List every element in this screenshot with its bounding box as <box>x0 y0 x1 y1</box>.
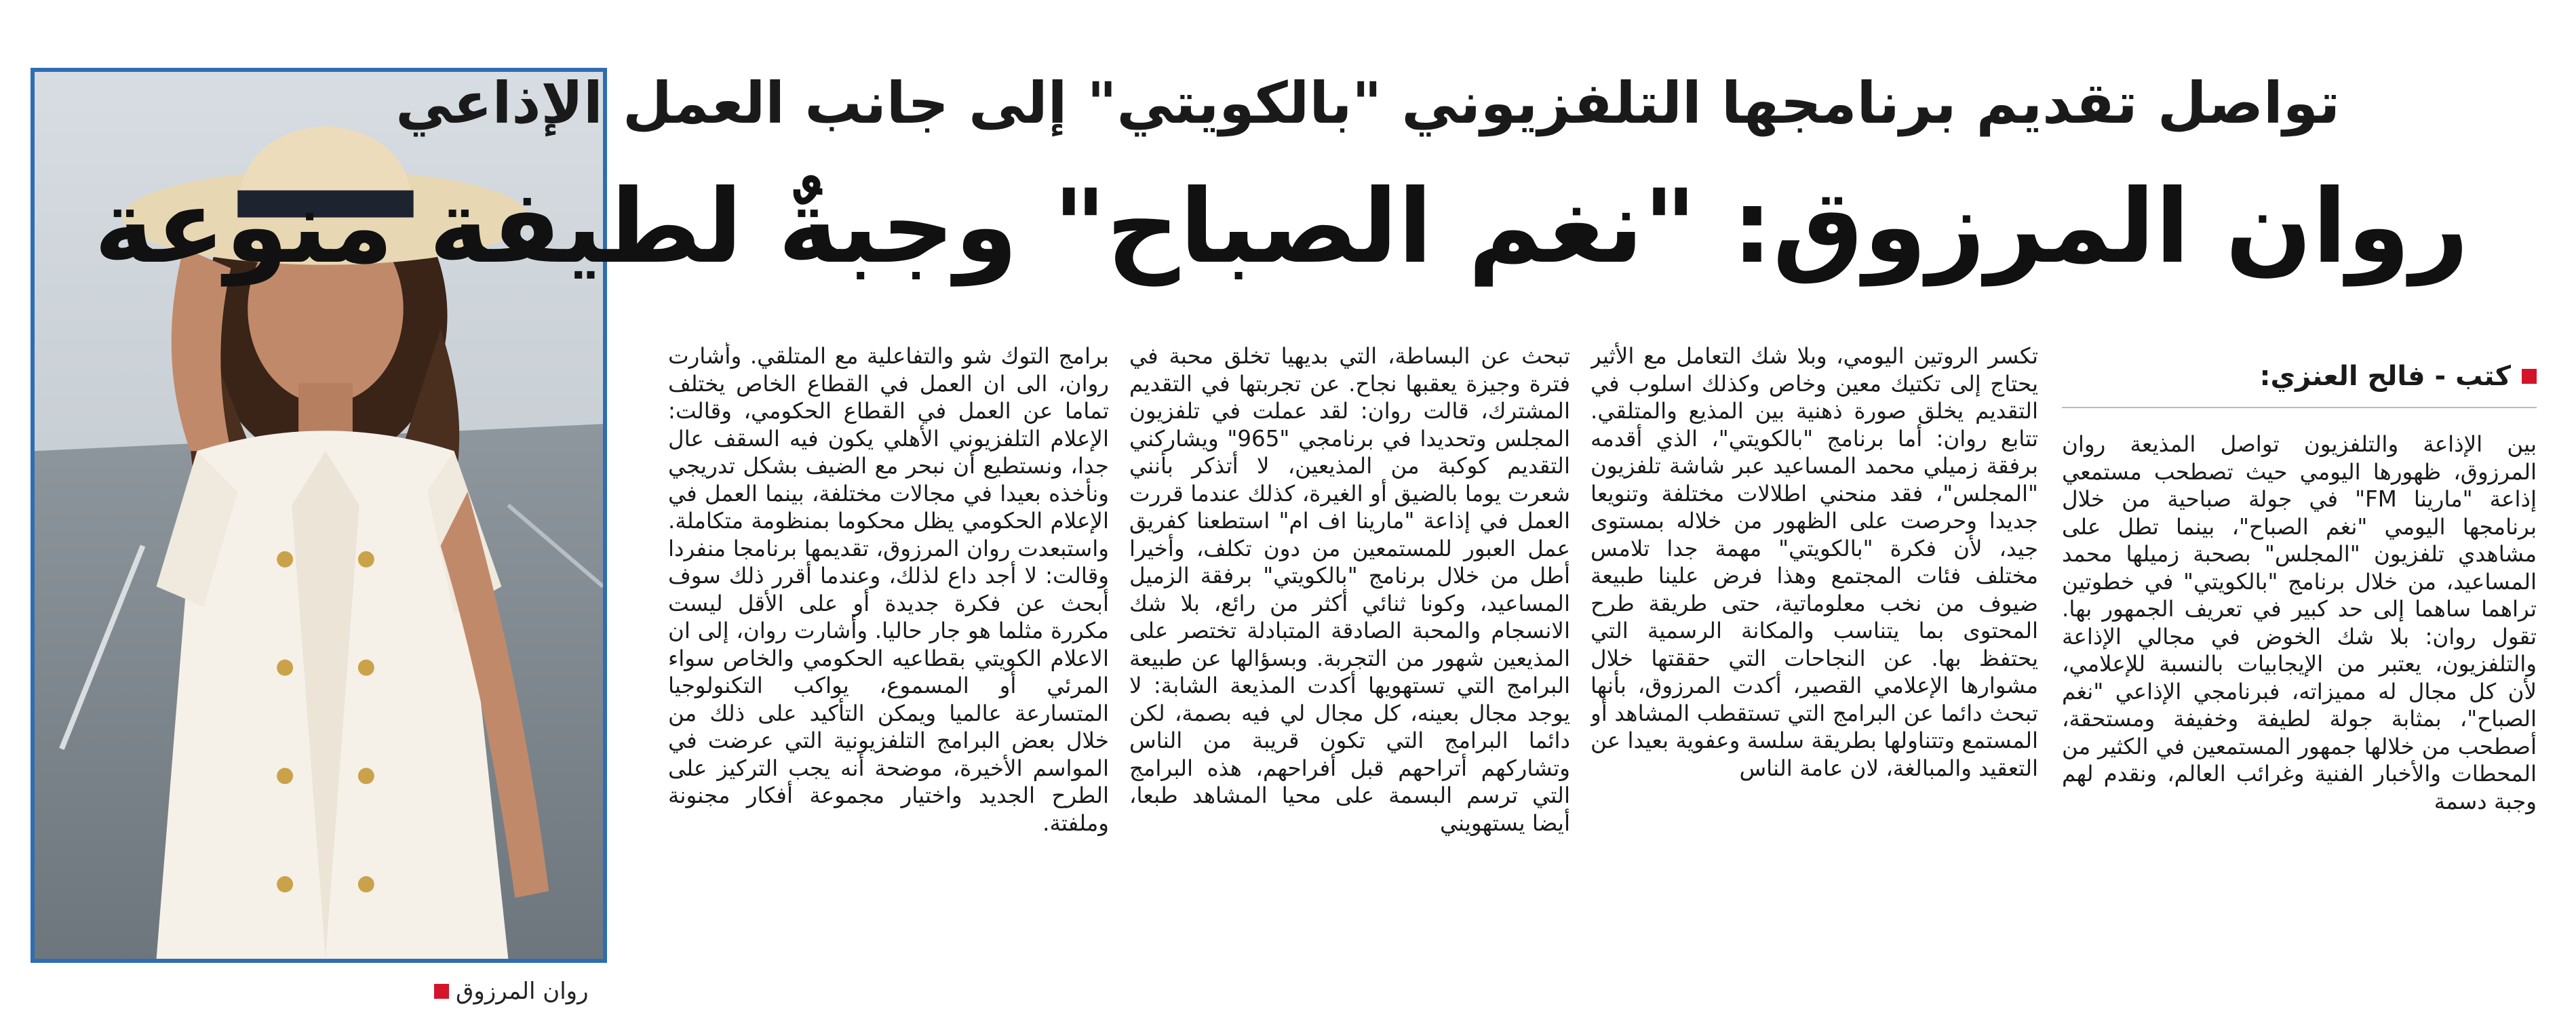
article-column-1 <box>2062 431 2537 1014</box>
article-column-2 <box>1591 342 2038 1014</box>
article-kicker: تواصل تقديم برنامجها التلفزيوني "بالكويتي" إلى جانب العمل الإذاعي <box>395 70 2340 136</box>
column-3-text: تبحث عن البساطة، التي بديهيا تخلق محبة في فترة وجيزة يعقبها نجاح. عن تجربتها في التقديم المشترك، قالت روان: لقد عملت في تلفزيون المجلس وتحديدا في برنامجي "965" ويشاركني التقديم كوكبة من المذيعين، لا أتذكر بأنني شعرت يوما بالضيق أو الغيرة، كذلك عندما قررت العمل في إذاعة "مارينا اف ام" استطعنا كفريق عمل العبور للمستمعين من دون تكلف، وأخيرا أطل من خلال برنامج "بالكويتي" برفقة الزميل المساعيد، وكونا ثنائي أكثر من رائع، بلا شك الانسجام والمحبة الصادقة المتبادلة تختصر على المذيعين شهور من التجربة. وبسؤالها عن طبيعة البرامج التي تستهويها أكدت المذيعة الشابة: لا يوجد مجال بعينه، كل مجال لي فيه بصمة، لكن دائما البرامج التي تكون قريبة من الناس وتشاركهم أتراحهم قبل أفراحهم، هذه البرامج التي ترسم البسمة على محيا المشاهد طبعا، أيضا يستهويني <box>1129 343 1570 836</box>
byline-text: كتب - فالح العنزي: <box>2259 361 2511 392</box>
article-byline <box>2062 353 2537 400</box>
column-4-text: برامج التوك شو والتفاعلية مع المتلقي. وأشارت روان، الى ان العمل في القطاع الخاص يختلف تماما عن العمل في القطاع الحكومي، وقالت: الإعلام التلفزيوني الأهلي يكون فيه السقف عال جدا، ونستطيع أن نبحر مع الضيف بشكل تدريجي ونأخذه بعيدا في مجالات مختلفة، بينما العمل في الإعلام الحكومي يظل محكوما بمنظومة متكاملة. واستبعدت روان المرزوق، تقديمها برنامجا منفردا وقالت: لا أجد داع لذلك، وعندما أقرر ذلك سوف أبحث عن فكرة جديدة أو على الأقل ليست مكررة مثلما هو جار حاليا. وأشارت روان، إلى ان الاعلام الكويتي بقطاعيه الحكومي والخاص سواء المرئي أو المسموع، يواكب التكنولوجيا المتسارعة عالميا ويمكن التأكيد على ذلك من خلال بعض البرامج التلفزيونية التي عرضت في المواسم الأخيرة، موضحة أنه يجب التركيز على الطرح الجديد واختيار مجموعة أفكار مجنونة وملفتة. <box>668 343 1109 836</box>
column-2-text: تكسر الروتين اليومي، وبلا شك التعامل مع الأثير يحتاج إلى تكتيك معين وخاص وكذلك اسلوب في التقديم يخلق صورة ذهنية بين المذيع والمتلقي. تتابع روان: أما برنامج "بالكويتي"، الذي أقدمه برفقة زميلي محمد المساعيد عبر شاشة تلفزيون "المجلس"، فقد منحني اطلالات مختلفة وتنويعا جديدا وحرصت على الظهور من خلاله بمستوى جيد، لأن فكرة "بالكويتي" مهمة جدا تلامس مختلف فئات المجتمع وهذا فرض علينا طبيعة ضيوف من نخب معلوماتية، حتى طريقة طرح المحتوى بما يتناسب والمكانة الرسمية التي يحتفظ بها. عن النجاحات التي حققتها خلال مشوارها الإعلامي القصير، أكدت المرزوق، بأنها تبحث دائما عن البرامج التي تستقطب المشاهد أو المستمع وتتناولها بطريقة سلسة وعفوية بعيدا عن التعقيد والمبالغة، لان عامة الناس <box>1591 343 2038 781</box>
column-1-text: بين الإذاعة والتلفزيون تواصل المذيعة روان المرزوق، ظهورها اليومي حيث تصطحب مستمعي إذاعة "مارينا FM" في جولة صباحية من خلال برنامجها اليومي "نغم الصباح"، بينما تطل على مشاهدي تلفزيون "المجلس" بصحبة زميلها محمد المساعيد، من خلال برنامج "بالكويتي" في خطوتين تراهما ساهما إلى حد كبير في تعريف الجمهور بها. تقول روان: بلا شك الخوض في مجالي الإذاعة والتلفزيون، يعتبر من الإيجابيات بالنسبة للإعلامي، لأن كل مجال له مميزاته، فبرنامجي الإذاعي "نغم الصباح"، بمثابة جولة لطيفة وخفيفة ومستحقة، أصطحب من خلالها جمهور المستمعين في الكثير من المحطات والأخبار الفنية وغرائب العالم، ونقدم لهم وجبة دسمة <box>2062 431 2537 814</box>
byline-marker-icon <box>2522 369 2537 384</box>
caption-text: روان المرزوق <box>456 978 589 1005</box>
caption-marker-icon <box>434 984 449 999</box>
byline-divider <box>2062 407 2537 408</box>
article-headline: روان المرزوق: "نغم الصباح" وجبةٌ لطيفة منوعة <box>94 168 2469 286</box>
article-column-4 <box>668 342 1109 1014</box>
article-column-3 <box>1129 342 1570 1014</box>
photo-caption <box>434 971 610 1012</box>
